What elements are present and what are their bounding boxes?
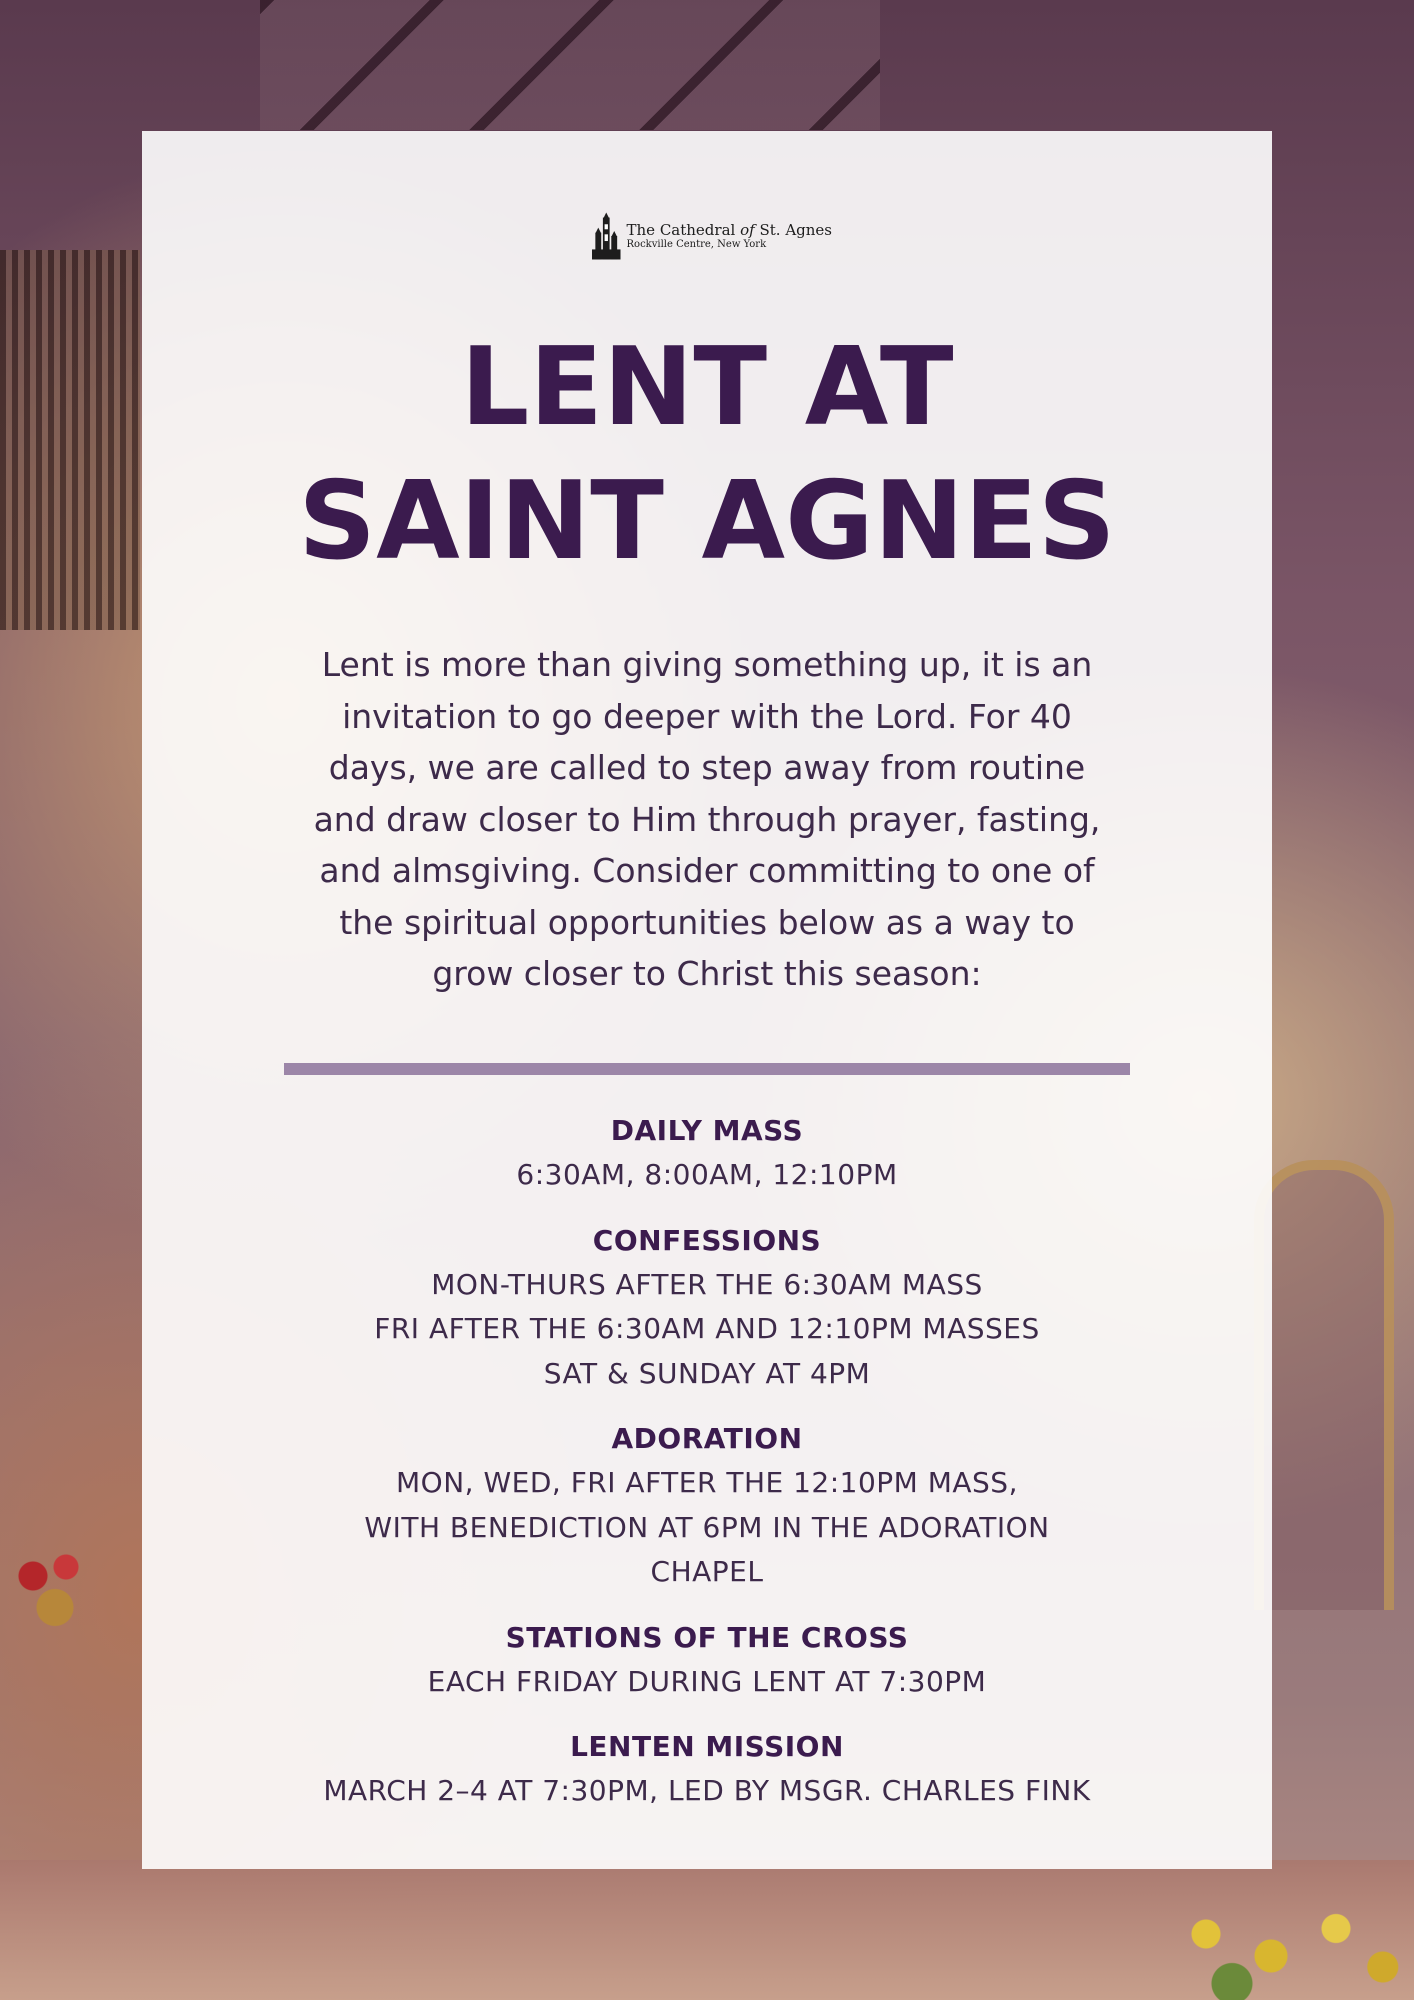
section-title: LENTEN MISSION [570,1730,844,1763]
section-title: STATIONS OF THE CROSS [505,1620,909,1654]
red-flowers [0,1540,110,1630]
section-line: CHAPEL [650,1555,764,1588]
stations-section [182,1616,1232,1705]
logo-name [627,222,832,239]
section-line: EACH FRIDAY DURING LENT AT 7:30PM [427,1664,987,1698]
yellow-flowers [1154,1890,1414,2000]
divider [284,1063,1130,1075]
flyer-card [142,131,1272,1869]
section-line: 6:30AM, 8:00AM, 12:10PM [516,1158,898,1191]
confessions-section [182,1219,1232,1397]
title-line-1: LENT AT [460,325,954,450]
section-title: CONFESSIONS [592,1223,822,1257]
intro-line: invitation to go deeper with the Lord. For 40 [342,696,1072,736]
ceiling-beams [260,0,880,130]
section-title: DAILY MASS [610,1114,804,1147]
altar-arch [1254,1160,1394,1610]
intro-line: and almsgiving. Consider committing to one of [319,851,1095,890]
logo-name-of: of [740,221,755,240]
section-line: MARCH 2–4 AT 7:30PM, LED BY MSGR. CHARLES FINK [323,1774,1091,1807]
organ-pipes [0,250,140,630]
section-line: WITH BENEDICTION AT 6PM IN THE ADORATION [364,1510,1050,1544]
logo-text [627,222,832,250]
intro-line: and draw closer to Him through prayer, fasting, [313,799,1101,839]
intro-paragraph [242,639,1172,1000]
intro-line: Lent is more than giving something up, it is an [321,645,1093,684]
intro-line: days, we are called to step away from routine [328,748,1086,787]
section-line: SAT & SUNDAY AT 4PM [543,1356,871,1390]
adoration-section [182,1417,1232,1595]
section-title: ADORATION [611,1422,803,1455]
section-line: MON-THURS AFTER THE 6:30AM MASS [431,1267,983,1301]
cathedral-icon [592,208,621,264]
logo-location: Rockville Centre, New York [626,238,767,250]
section-line: MON, WED, FRI AFTER THE 12:10PM MASS, [396,1466,1018,1499]
cathedral-logo [592,206,832,266]
daily-mass-section [182,1109,1232,1198]
schedule-list [182,1109,1232,1835]
lenten-mission-section [182,1725,1232,1814]
title-line-2: SAINT AGNES [298,459,1116,584]
page-title [142,321,1272,589]
logo-name-suffix: St. Agnes [759,221,832,240]
intro-line: the spiritual opportunities below as a way to [339,902,1075,942]
logo-name-prefix: The Cathedral [626,221,736,240]
intro-line: grow closer to Christ this season: [432,954,982,993]
section-line: FRI AFTER THE 6:30AM AND 12:10PM MASSES [374,1312,1040,1345]
